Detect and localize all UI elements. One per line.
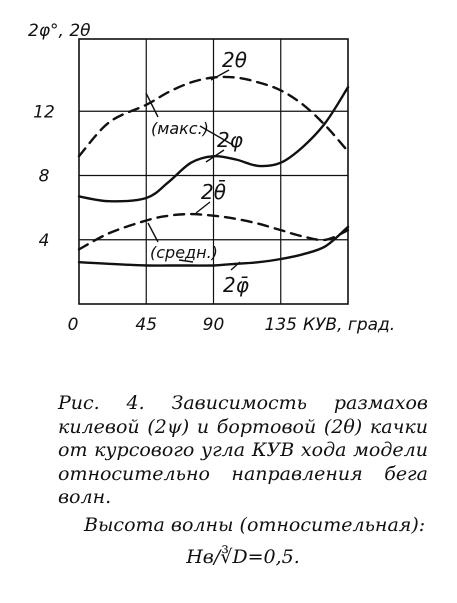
y-tick-label-12: 12 [33,102,55,123]
x-tick-label-0: 0 [67,315,79,335]
series-label-2theta-mean: 2θ̄ [201,180,226,204]
series-label-2theta-max: 2θ [222,48,247,72]
caption-text: Рис. 4. Зависимость размахов килевой (2ψ) и бортовой (2θ) качки от курсового угла КУВ хода модели относительно направления бега волн. [58,392,428,508]
caption-formula: Hв/∛D=0,5. [186,546,300,568]
series-label-2phi-max: 2φ [217,128,243,152]
series-label-2phi-mean: 2φ̄ [223,273,249,297]
x-tick-label-45: 45 [135,315,158,335]
y-tick-label-4: 4 [38,230,50,251]
x-tick-labels [68,315,297,335]
y-tick-label-8: 8 [38,166,50,187]
x-tick-label-135: 135 [264,315,297,335]
annotation-max: (макс.) [151,119,209,138]
leader-mean-upper [148,223,158,242]
y-tick-labels [33,102,55,250]
caption-wave-height: Высота волны (относительная): [84,513,426,536]
x-axis-label: КУВ, град. [303,315,396,335]
x-tick-label-90: 90 [202,315,225,335]
figure-caption [58,392,428,570]
annotation-mean: (средн.) [150,243,218,262]
y-axis-label: 2φ°, 2θ [28,21,91,41]
